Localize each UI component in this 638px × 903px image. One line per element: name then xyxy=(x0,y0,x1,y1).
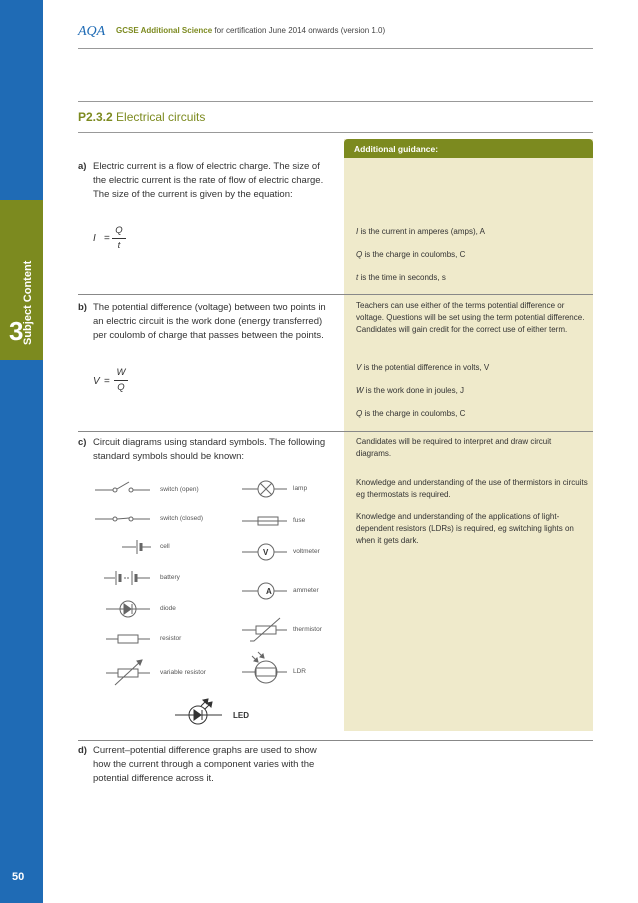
row-divider xyxy=(78,740,593,741)
section-number: 3 xyxy=(9,316,24,346)
guidance-heading: Additional guidance: xyxy=(344,139,593,158)
guidance-c-para-2: Knowledge and understanding of the use of thermistors in circuits eg thermostats is required. xyxy=(356,478,588,499)
ldr-symbol xyxy=(242,652,287,683)
header-title: GCSE Additional Science for certification June 2014 onwards (version 1.0) xyxy=(116,26,386,35)
ammeter-symbol xyxy=(242,583,287,599)
equation-equals: = xyxy=(104,233,110,244)
ammeter-letter: A xyxy=(266,587,272,596)
label-variable-resistor: variable resistor xyxy=(160,669,206,676)
equation-pd-numerator: W xyxy=(116,367,126,378)
item-c: c) Circuit diagrams using standard symbols. The following standard symbols should be known: xyxy=(78,437,326,462)
label-switch-open: switch (open) xyxy=(160,486,199,493)
thermistor-symbol xyxy=(242,618,287,641)
item-d: d) Current–potential difference graphs are used to show how the current through a component varies with the potential difference across it. xyxy=(78,745,317,784)
fuse-symbol xyxy=(242,517,287,525)
guidance-b-intro: Teachers can use either of the terms potential difference or voltage. Questions will be set using the term potential difference. Candidates will gain credit for the correct use of either term. xyxy=(356,301,585,334)
switch-open-symbol xyxy=(95,482,150,492)
equation-current-lhs: I xyxy=(93,233,96,244)
guidance-a-line-3: t is the time in seconds, s xyxy=(356,273,446,282)
guidance-c-para-1: Candidates will be required to interpret and draw circuit diagrams. xyxy=(356,437,552,458)
equation-pd-lhs: V xyxy=(93,376,100,387)
label-ammeter: ammeter xyxy=(293,587,319,594)
voltmeter-letter: V xyxy=(263,548,269,557)
item-a: a) Electric current is a flow of electric charge. The size of the electric current is the rate of flow of electric charge. The size of the current is given by the equation: xyxy=(78,161,324,200)
label-diode: diode xyxy=(160,605,176,612)
label-battery: battery xyxy=(160,574,180,581)
equation-current-numerator: Q xyxy=(115,225,123,236)
label-resistor: resistor xyxy=(160,635,182,642)
battery-symbol xyxy=(104,571,150,585)
variable-resistor-symbol xyxy=(106,660,150,685)
guidance-b-line-1: V is the potential difference in volts, V xyxy=(356,363,490,372)
equation-equals: = xyxy=(104,376,110,387)
label-cell: cell xyxy=(160,543,170,550)
switch-closed-symbol xyxy=(95,517,150,521)
equation-pd-denominator: Q xyxy=(117,382,125,393)
lamp-symbol xyxy=(242,481,287,497)
item-b: b) The potential difference (voltage) between two points in an electric circuit is the work done (energy transferred) per coulomb of charge that passes between the points. xyxy=(78,302,326,341)
guidance-b-line-2: W is the work done in joules, J xyxy=(356,386,465,395)
guidance-a-line-2: Q is the charge in coulombs, C xyxy=(356,250,466,259)
guidance-b-line-3: Q is the charge in coulombs, C xyxy=(356,409,466,418)
guidance-c-para-3: Knowledge and understanding of the applications of light-dependent resistors (LDRs) is required, eg switching lights on when it gets dark. xyxy=(356,512,574,545)
label-thermistor: thermistor xyxy=(293,626,322,633)
label-ldr: LDR xyxy=(293,668,307,675)
label-lamp: lamp xyxy=(293,485,308,492)
label-switch-closed: switch (closed) xyxy=(160,515,203,522)
label-fuse: fuse xyxy=(293,517,306,524)
diode-symbol xyxy=(106,601,150,617)
equation-current-denominator: t xyxy=(117,240,121,251)
section-tab-label: Subject Content xyxy=(22,260,34,345)
section-title: P2.3.2 Electrical circuits xyxy=(78,110,206,124)
label-led: LED xyxy=(233,711,249,720)
guidance-a-line-1: I is the current in amperes (amps), A xyxy=(356,227,485,236)
cell-symbol xyxy=(122,540,151,554)
led-symbol xyxy=(175,699,222,724)
label-voltmeter: voltmeter xyxy=(293,548,320,555)
resistor-symbol xyxy=(106,635,150,643)
page-number: 50 xyxy=(12,871,25,883)
aqa-logo: AQA xyxy=(78,24,106,39)
